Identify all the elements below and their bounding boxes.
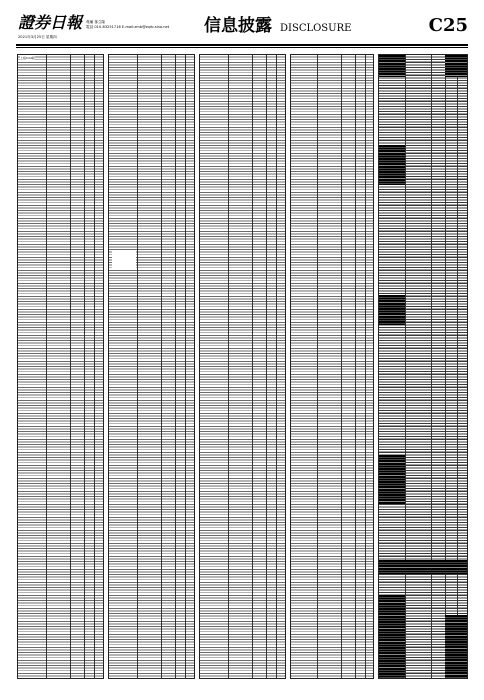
table-header-block [379,55,405,77]
column-divider [94,55,95,678]
section-title: 信息披露 [204,16,272,36]
header-rule [16,44,468,46]
column-divider [341,55,342,678]
column-divider [445,55,446,678]
column-divider [84,55,85,678]
table-column-5 [378,54,468,679]
issue-date: 2021年3月25日 星期四 [18,35,57,39]
editor-info [86,20,169,30]
column-divider [70,55,71,678]
column-divider [228,55,229,678]
header-rule-thin [16,47,468,48]
table-header-block [445,55,468,77]
column-divider [355,55,356,678]
continued-from-label: 上接C24版 [20,56,35,60]
table-rows [18,55,103,678]
dense-row-block [379,560,468,574]
table-column-3 [199,54,286,679]
dense-row-block [379,295,405,325]
column-divider [252,55,253,678]
table-column-2 [108,54,195,679]
table-rows [200,55,285,678]
newspaper-logo: 證券日報 [18,13,83,32]
dense-row-block [379,145,405,185]
column-divider [431,55,432,678]
section-title-english: DISCLOSURE [280,23,352,34]
table-rows [291,55,373,678]
column-divider [266,55,267,678]
masthead [18,14,468,46]
contact-info: 電話 010-83251716 E-mail:zmb@zqrb.sina.net [86,25,170,29]
column-divider [276,55,277,678]
table-column-4 [290,54,374,679]
dense-row-block [379,455,405,505]
column-divider [161,55,162,678]
column-divider [46,55,47,678]
dense-row-block [445,615,468,679]
editor-name: 責編 孫立隆 [86,20,106,24]
column-divider [137,55,138,678]
table-rows [109,55,194,678]
column-divider [365,55,366,678]
column-divider [175,55,176,678]
page-number: C25 [428,15,468,36]
dense-row-block [379,595,405,679]
column-divider [185,55,186,678]
column-divider [317,55,318,678]
column-divider [405,55,406,678]
table-column-1 [17,54,104,679]
column-divider [457,55,458,678]
table-gap [112,251,136,269]
